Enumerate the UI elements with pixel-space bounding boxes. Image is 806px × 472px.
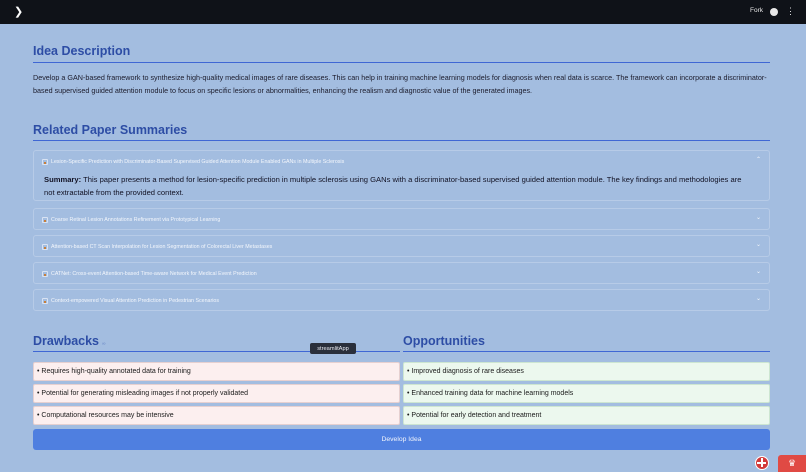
drawback-item: • Computational resources may be intensive <box>33 406 400 425</box>
drawback-item: • Potential for generating misleading images if not properly validated <box>33 384 400 403</box>
document-icon <box>42 217 48 223</box>
idea-description: Develop a GAN-based framework to synthesize high-quality medical images of rare diseases. This can help in training machine learning models for diagnosis when real data is scarce. The framework can incorporate a discriminator-based supervised guided attention module to focus on specific lesions or abnormalities, enhancing the realism and diagnostic value of the generated images. <box>33 73 767 95</box>
paper-title: Attention-based CT Scan Interpolation for Lesion Segmentation of Colorectal Liver Metastases <box>51 243 273 250</box>
opportunity-item: • Improved diagnosis of rare diseases <box>403 362 770 381</box>
document-icon <box>42 159 48 165</box>
summary-label: Summary: <box>44 175 82 184</box>
github-icon[interactable] <box>770 8 778 16</box>
paper-expander[interactable] <box>33 235 770 257</box>
drawback-item: • Requires high-quality annotated data for training <box>33 362 400 381</box>
paper-expander-header[interactable] <box>42 209 220 230</box>
opportunity-item: • Potential for early detection and treatment <box>403 406 770 425</box>
divider <box>403 351 770 352</box>
paper-expander[interactable] <box>33 208 770 230</box>
drawbacks-title <box>33 334 106 348</box>
paper-expander[interactable] <box>33 262 770 284</box>
document-icon <box>42 298 48 304</box>
chevron-down-icon[interactable]: ⌄ <box>755 215 761 221</box>
crown-icon[interactable]: ♛ <box>778 455 806 472</box>
tooltip: streamlitApp <box>310 343 356 354</box>
divider <box>33 62 770 63</box>
chevron-right-icon[interactable]: ❯ <box>14 6 24 18</box>
document-icon <box>42 244 48 250</box>
opportunities-title: Opportunities <box>403 334 485 348</box>
opportunity-item: • Enhanced training data for machine learning models <box>403 384 770 403</box>
chevron-up-icon[interactable]: ⌃ <box>755 157 761 163</box>
related-title: Related Paper Summaries <box>33 123 188 137</box>
document-icon <box>42 271 48 277</box>
paper-expander[interactable] <box>33 150 770 201</box>
paper-expander-header[interactable] <box>42 263 257 284</box>
more-menu-icon[interactable]: ⋮ <box>786 6 795 16</box>
paper-summary <box>44 174 754 199</box>
paper-title: Coarse Retinal Lesion Annotations Refinement via Prototypical Learning <box>51 216 221 223</box>
paper-title: CATNet: Cross-event Attention-based Time-aware Network for Medical Event Prediction <box>51 270 257 277</box>
chevron-down-icon[interactable]: ⌄ <box>755 269 761 275</box>
header-bar <box>0 0 806 24</box>
paper-expander-header[interactable] <box>42 236 272 257</box>
fork-link[interactable]: Fork <box>750 7 763 14</box>
paper-title: Lesion-Specific Prediction with Discriminator-Based Supervised Guided Attention Module Enabled GANs in Multiple Sclerosis <box>51 158 345 165</box>
paper-expander-header[interactable] <box>42 151 344 172</box>
paper-title: Context-empowered Visual Attention Prediction in Pedestrian Scenarios <box>51 297 220 304</box>
drawbacks-title-text: Drawbacks <box>33 334 100 348</box>
link-icon[interactable]: ∞ <box>102 341 106 347</box>
paper-expander-header[interactable] <box>42 290 219 311</box>
divider <box>33 140 770 141</box>
idea-title: Idea Description <box>33 44 131 58</box>
paper-expander[interactable] <box>33 289 770 311</box>
chevron-down-icon[interactable]: ⌄ <box>755 242 761 248</box>
develop-idea-button[interactable]: Develop Idea <box>33 429 770 450</box>
language-flag-icon[interactable] <box>755 456 769 470</box>
summary-text: This paper presents a method for lesion-specific prediction in multiple sclerosis using GANs with a discriminator-based supervised guided attention module. The key findings and methodologies are not extractable from the provided context. <box>44 175 742 197</box>
chevron-down-icon[interactable]: ⌄ <box>755 296 761 302</box>
